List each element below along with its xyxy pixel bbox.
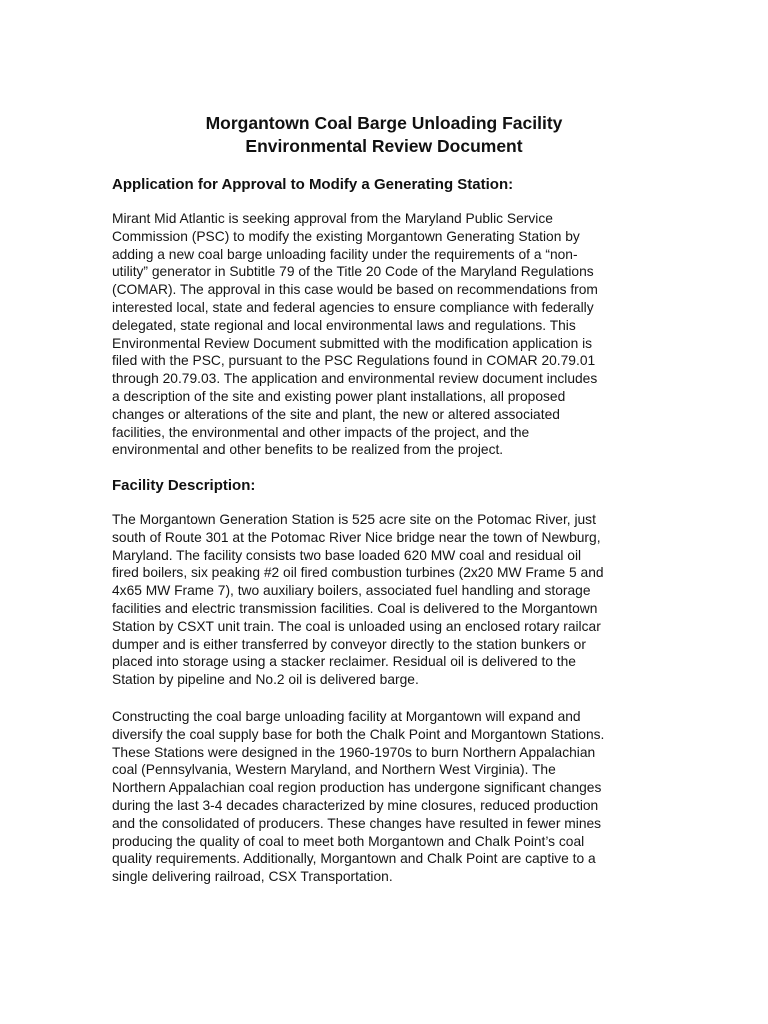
paragraph-line: The Morgantown Generation Station is 525 acre site on the Potomac River, just: [112, 512, 596, 527]
paragraph-line: Station by pipeline and No.2 oil is delivered barge.: [112, 672, 419, 688]
paragraph-barge-facility: [112, 708, 672, 886]
paragraph-line: environmental and other benefits to be realized from the project.: [112, 442, 504, 458]
paragraph-line: producing the quality of coal to meet both Morgantown and Chalk Point’s coal: [112, 833, 585, 849]
paragraph-line: These Stations were designed in the 1960-1970s to burn Northern Appalachian: [112, 744, 596, 760]
paragraph-line: changes or alterations of the site and plant, the new or altered associated: [112, 406, 560, 422]
paragraph-line: and the consolidated of producers. These changes have resulted in fewer mines: [112, 815, 602, 831]
paragraph-line: quality requirements. Additionally, Morgantown and Chalk Point are captive to a: [112, 851, 596, 867]
document-title: [0, 112, 768, 158]
paragraph-line: facilities and electric transmission facilities. Coal is delivered to the Morgantown: [112, 600, 598, 616]
paragraph-line: Station by CSXT unit train. The coal is unloaded using an enclosed rotary railcar: [112, 618, 601, 634]
paragraph-line: Mirant Mid Atlantic is seeking approval from the Maryland Public Service: [112, 211, 553, 226]
paragraph-line: coal (Pennsylvania, Western Maryland, and Northern West Virginia). The: [112, 762, 556, 778]
paragraph-line: filed with the PSC, pursuant to the PSC Regulations found in COMAR 20.79.01: [112, 353, 596, 369]
paragraph-line: 4x65 MW Frame 7), two auxiliary boilers, associated fuel handling and storage: [112, 583, 591, 599]
paragraph-facility-description: [112, 511, 672, 689]
paragraph-line: placed into storage using a stacker reclaimer. Residual oil is delivered to the: [112, 654, 576, 670]
paragraph-line: Constructing the coal barge unloading facility at Morgantown will expand and: [112, 709, 581, 724]
paragraph-line: during the last 3-4 decades characterized by mine closures, reduced production: [112, 797, 599, 813]
title-line-2: Environmental Review Document: [245, 136, 523, 156]
section-heading-facility: Facility Description:: [112, 477, 256, 494]
paragraph-line: adding a new coal barge unloading facility under the requirements of a “non-: [112, 246, 578, 262]
paragraph-line: Commission (PSC) to modify the existing Morgantown Generating Station by: [112, 228, 580, 244]
paragraph-line: a description of the site and existing power plant installations, all proposed: [112, 388, 566, 404]
paragraph-line: diversify the coal supply base for both the Chalk Point and Morgantown Stations.: [112, 726, 605, 742]
paragraph-line: Northern Appalachian coal region production has undergone significant changes: [112, 780, 602, 796]
paragraph-line: delegated, state regional and local environmental laws and regulations. This: [112, 317, 576, 333]
paragraph-line: facilities, the environmental and other impacts of the project, and the: [112, 424, 530, 440]
title-line-1: Morgantown Coal Barge Unloading Facility: [205, 113, 563, 133]
paragraph-line: fired boilers, six peaking #2 oil fired combustion turbines (2x20 MW Frame 5 and: [112, 565, 604, 581]
paragraph-line: Environmental Review Document submitted with the modification application is: [112, 335, 593, 351]
paragraph-line: single delivering railroad, CSX Transportation.: [112, 869, 393, 885]
paragraph-application: [112, 210, 672, 459]
paragraph-line: dumper and is either transferred by conveyor directly to the station bunkers or: [112, 636, 586, 652]
paragraph-line: Maryland. The facility consists two base loaded 620 MW coal and residual oil: [112, 547, 582, 563]
paragraph-line: (COMAR). The approval in this case would be based on recommendations from: [112, 282, 598, 298]
paragraph-line: interested local, state and federal agencies to ensure compliance with federally: [112, 299, 594, 315]
paragraph-line: south of Route 301 at the Potomac River Nice bridge near the town of Newburg,: [112, 529, 601, 545]
paragraph-line: through 20.79.03. The application and environmental review document includes: [112, 371, 598, 387]
section-heading-application: Application for Approval to Modify a Generating Station:: [112, 176, 514, 193]
paragraph-line: utility” generator in Subtitle 79 of the Title 20 Code of the Maryland Regulations: [112, 264, 594, 280]
